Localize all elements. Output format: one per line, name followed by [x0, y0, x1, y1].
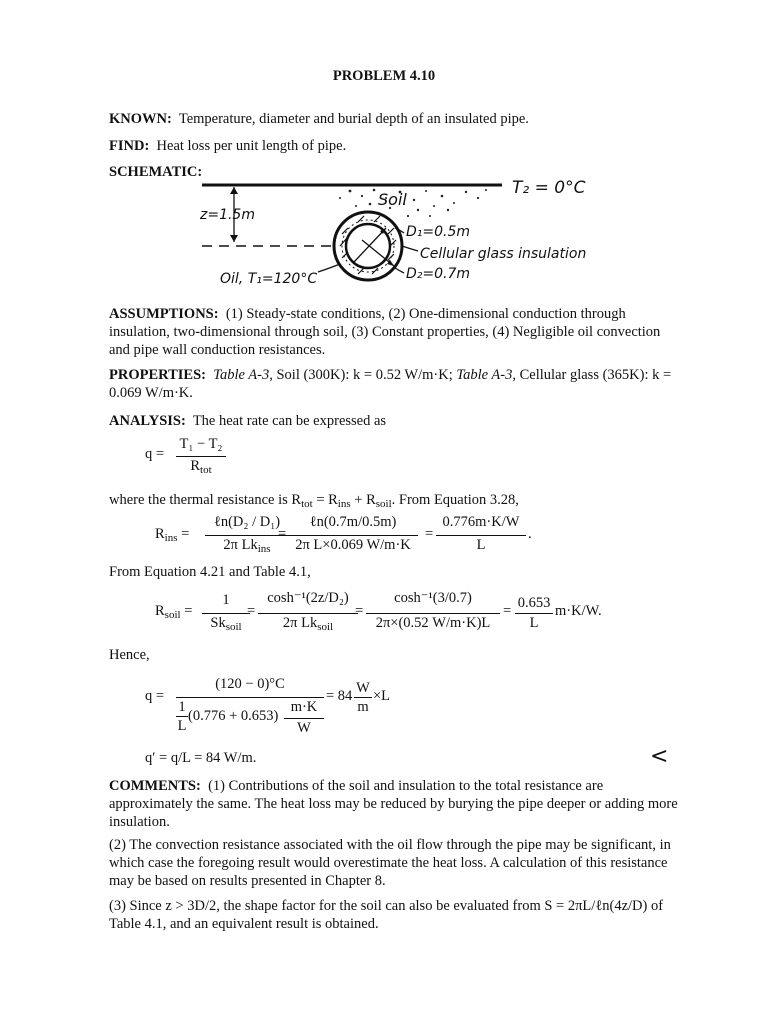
- result-line: q′ = q/L = 84 W/m.: [145, 750, 257, 766]
- eq1-lhs: q =: [145, 446, 165, 462]
- eq3-bar-2: [258, 613, 358, 614]
- eq1-fraction-bar: [176, 456, 226, 457]
- page-title: PROBLEM 4.10: [332, 68, 436, 84]
- eq2-denominator-2: 2π L×0.069 W/m·K: [295, 537, 411, 553]
- d2-label: D₂=0.7m: [406, 266, 471, 282]
- eq4-den-L: L: [177, 718, 187, 734]
- schematic-label: SCHEMATIC:: [109, 164, 203, 180]
- eq4-lhs: q =: [145, 688, 165, 704]
- eq4-den-sum: (0.776 + 0.653): [188, 708, 279, 724]
- depth-label: z=1.5m: [200, 207, 255, 223]
- known-label: KNOWN:: [109, 111, 172, 127]
- hence-line: Hence,: [109, 647, 150, 663]
- oil-label: Oil, T₁=120°C: [220, 271, 318, 287]
- eq3-denominator-3: 2π×(0.52 W/m·K)L: [375, 615, 491, 631]
- eq3-bar-3: [366, 613, 500, 614]
- eq2-numerator-2: ℓn(0.7m/0.5m): [309, 514, 397, 530]
- eq4-unit-den: W: [297, 720, 311, 736]
- properties-glass: , Cellular glass (365K): k = 0.069 W/m·K.: [109, 367, 672, 401]
- known-line: [109, 111, 529, 128]
- assumptions-text: (1) Steady-state conditions, (2) One-dimensional conduction through insulation, two-dimensional through soil, (3) Constant properties, (4) Negligible oil convection and pipe wall conduction resistances.: [109, 306, 661, 358]
- eq3-denominator-4: L: [529, 615, 539, 631]
- find-text: Heat loss per unit length of pipe.: [156, 138, 347, 154]
- properties-paragraph: [109, 366, 679, 402]
- eq2-equals-1: =: [278, 526, 287, 542]
- insulation-label: Cellular glass insulation: [420, 246, 587, 262]
- analysis-text: The heat rate can be expressed as: [192, 413, 387, 429]
- eq3-numerator-1: 1: [222, 592, 230, 608]
- comments-label: COMMENTS:: [109, 778, 201, 794]
- known-text: Temperature, diameter and burial depth of an insulated pipe.: [178, 111, 529, 127]
- answer-marker: <: [650, 744, 669, 769]
- properties-label: PROPERTIES:: [109, 367, 206, 383]
- d1-label: D₁=0.5m: [406, 224, 471, 240]
- eq2-numerator-1: ℓn(D₂ / D₁): [213, 514, 281, 530]
- analysis-label: ANALYSIS:: [109, 413, 186, 429]
- eq4-rhs-den: m: [357, 699, 369, 715]
- eq4-den-one: 1: [178, 699, 186, 715]
- eq2-equals-2: =: [425, 526, 434, 542]
- eq4-rhs-bar: [354, 697, 372, 698]
- eq4-unit-bar: [284, 718, 324, 719]
- eq3-denominator-1: $Sk_{soil}$: [210, 615, 242, 633]
- eq1-denominator: $R_{tot}$: [190, 458, 212, 476]
- analysis-line: [109, 413, 386, 430]
- eq2-lhs: $R_{ins}$ =: [155, 526, 190, 544]
- eq3-numerator-3: cosh⁻¹(3/0.7): [394, 590, 472, 606]
- eq2-numerator-3: 0.776m·K/W: [442, 514, 520, 530]
- assumptions-paragraph: [109, 305, 679, 359]
- comment-3: (3) Since z > 3D/2, the shape factor for the soil can also be evaluated from S = 2πL/ℓn(4z/D) of Table 4.1, and an equivalent result is obtained.: [109, 898, 664, 932]
- from-eq-line: From Equation 4.21 and Table 4.1,: [109, 564, 311, 580]
- eq4-rhs-tail: ×L: [373, 688, 391, 704]
- eq3-unit: m·K/W.: [555, 603, 602, 619]
- schematic-line: [109, 164, 202, 181]
- comment-2: (2) The convection resistance associated with the oil flow through the pipe may be significant, in which case the foregoing result would overestimate the heat loss. A calculation of this resistance may be based on results presented in Chapter 8.: [109, 837, 671, 889]
- eq2-bar-3: [436, 535, 526, 536]
- eq2-denominator-3: L: [476, 537, 486, 553]
- eq3-bar-1: [202, 613, 250, 614]
- eq3-bar-4: [515, 613, 553, 614]
- eq4-rhs-num: W: [356, 680, 370, 696]
- eq4-unit-num: m·K: [290, 699, 318, 715]
- eq4-numerator: (120 − 0)°C: [215, 676, 285, 692]
- eq3-numerator-4: 0.653: [517, 595, 551, 611]
- assumptions-label: ASSUMPTIONS:: [109, 306, 219, 322]
- eq4-rhs: = 84: [326, 688, 353, 704]
- eq2-denominator-1: 2π $Lk_{ins}$: [223, 537, 271, 555]
- eq2-bar-1: [205, 535, 289, 536]
- find-line: [109, 138, 346, 155]
- eq4-small-bar: [176, 716, 188, 717]
- where-line: where the thermal resistance is $R_{tot} = R_{ins} + R_{soil}$. From Equation 3.28,: [109, 492, 519, 510]
- eq3-denominator-2: 2π $Lk_{soil}$: [282, 615, 334, 633]
- eq4-main-bar: [176, 697, 324, 698]
- eq3-lhs: $R_{soil}$ =: [155, 603, 193, 621]
- eq1-numerator: T₁ − T₂: [179, 436, 223, 452]
- t2-label: T₂ = 0°C: [512, 178, 586, 198]
- comment-1: COMMENTS: (1) Contributions of the soil and insulation to the total resistance are approximately the same. The heat loss may be reduced by burying the pipe deeper or adding more insulation.: [109, 778, 678, 830]
- eq3-numerator-2: cosh⁻¹(2z/D₂): [267, 590, 349, 606]
- properties-table-ref-2: Table A-3: [456, 367, 513, 383]
- find-label: FIND:: [109, 138, 150, 154]
- properties-table-ref-1: Table A-3: [213, 367, 270, 383]
- soil-label: Soil: [378, 190, 407, 209]
- eq2-bar-2: [288, 535, 418, 536]
- properties-soil: , Soil (300K): k = 0.52 W/m·K;: [269, 367, 457, 383]
